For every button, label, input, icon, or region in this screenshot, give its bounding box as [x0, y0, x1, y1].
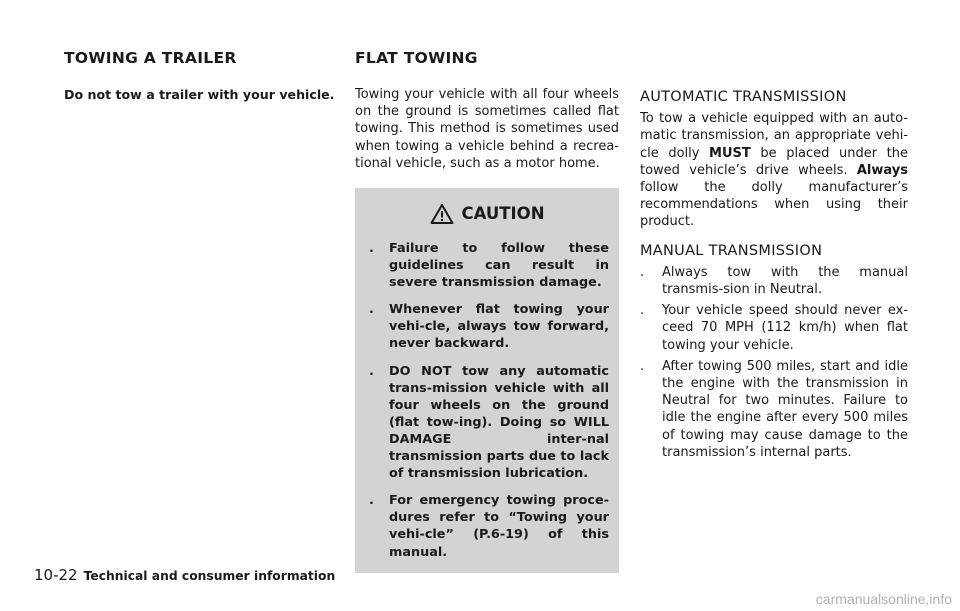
caution-item-text: Failure to follow these guidelines can result in severe transmission damage.	[389, 241, 609, 291]
flat-towing-intro: Towing your vehicle with all four wheels on the ground is sometimes called flat towing. This method is sometimes used when towing a vehicle behind a recrea-tional vehicle, such as a motor home.	[355, 87, 619, 171]
caution-item	[369, 240, 609, 291]
caution-item	[369, 492, 609, 560]
caution-list	[355, 240, 619, 561]
bullet: .	[640, 358, 645, 374]
warning-triangle-icon	[430, 203, 454, 225]
list-item	[640, 302, 908, 354]
towing-trailer-text: Do not tow a trailer with your vehicle.	[64, 87, 335, 102]
text-fragment: To tow a vehicle equipped with an auto-matic transmission, an appropriate vehi-cle dolly	[640, 111, 908, 161]
page-number: 10-22	[34, 566, 78, 584]
transmission-section	[640, 89, 908, 465]
flat-towing-section	[355, 86, 619, 573]
manual-transmission-list	[640, 264, 908, 461]
bullet: .	[369, 363, 374, 379]
list-item-text: Always tow with the manual transmis-sion in Neutral.	[662, 264, 908, 298]
flat-towing-heading: FLAT TOWING	[355, 49, 478, 67]
towing-trailer-heading: TOWING A TRAILER	[64, 49, 237, 67]
list-item-text: After towing 500 miles, start and idle the engine with the transmission in Neutral for two minutes. Failure to idle the engine after every 500 miles of towing may cause damage to the transmission’s internal parts.	[662, 358, 908, 460]
caution-title: CAUTION	[461, 204, 545, 224]
watermark: carmanualsonline.info	[815, 591, 952, 607]
emphasis-must: MUST	[709, 145, 751, 161]
caution-item-text: Whenever flat towing your vehi-cle, always tow forward, never backward.	[389, 302, 609, 352]
text-fragment: be placed under the towed vehicle’s drive wheels.	[640, 145, 908, 178]
section-title: Technical and consumer information	[83, 569, 336, 583]
page-footer	[34, 566, 335, 584]
towing-trailer-section	[64, 86, 336, 103]
caution-header	[355, 196, 619, 232]
bullet: .	[369, 302, 374, 318]
automatic-transmission-text	[640, 110, 908, 230]
bullet: .	[369, 493, 374, 509]
text-fragment: follow the dolly manufacturer’s recommendations when using their product.	[640, 180, 908, 230]
automatic-transmission-heading: AUTOMATIC TRANSMISSION	[640, 89, 847, 105]
list-item	[640, 264, 908, 298]
caution-item-text: For emergency towing proce-dures refer to “Towing your vehi-cle” (P.6-19) of this manual.	[389, 493, 609, 560]
list-item-text: Your vehicle speed should never ex-ceed 70 MPH (112 km/h) when flat towing your vehicle.	[662, 303, 908, 353]
manual-transmission-heading: MANUAL TRANSMISSION	[640, 242, 823, 259]
bullet: .	[640, 303, 645, 319]
caution-item-text: DO NOT tow any automatic trans-mission vehicle with all four wheels on the ground (flat tow-ing). Doing so WILL DAMAGE inter-nal transmission parts due to lack of transmission lubrication.	[389, 363, 609, 482]
caution-box	[355, 188, 619, 573]
caution-item	[369, 363, 609, 483]
bullet: .	[369, 241, 374, 257]
list-item	[640, 358, 908, 461]
bullet: .	[640, 264, 645, 280]
caution-item	[369, 301, 609, 352]
emphasis-always: Always	[856, 162, 908, 178]
